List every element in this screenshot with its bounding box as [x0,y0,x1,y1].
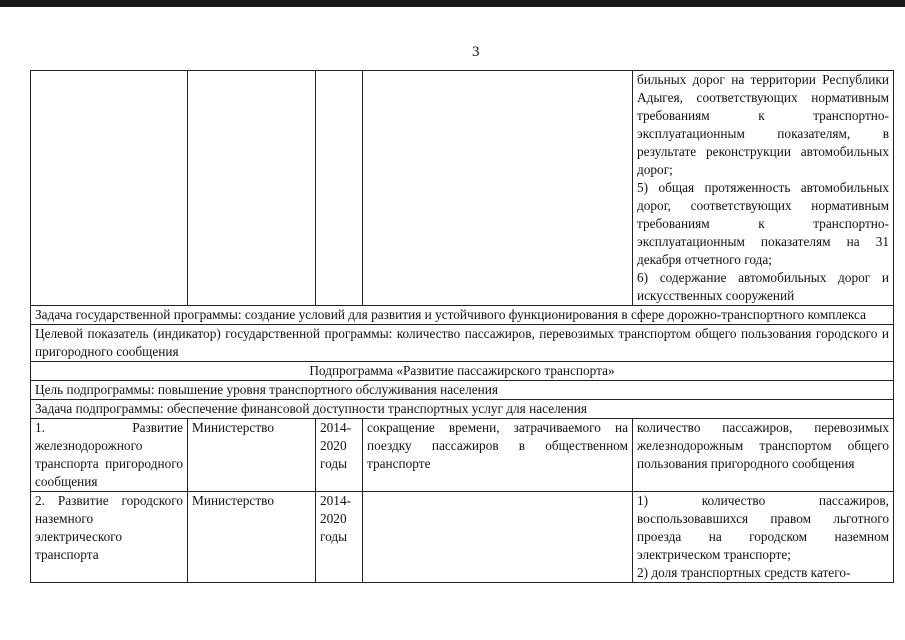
cell-empty [316,71,363,306]
program-indicator-row [31,325,894,362]
cell-paragraph: бильных дорог на территории Республики Адыгея, соответствующих нормативным требованиям к транспортно-эксплуатационным показателям, в результате реконструкции автомобильных дорог; [637,72,889,177]
cell-paragraph: 2) доля транспортных средств катего- [637,565,851,580]
continued-row [31,71,894,306]
table-row [31,492,894,583]
subprogram-task: Задача подпрограммы: обеспечение финансовой доступности транспортных услуг для населения [31,400,894,419]
scan-top-edge [0,0,905,7]
measure-result [363,492,633,583]
measure-indicators-text [637,492,889,582]
measure-period: 2014-2020 годы [316,419,363,492]
subprogram-task-row [31,400,894,419]
measure-indicators: количество пассажиров, перевозимых железнодорожным транспортом общего пользования пригородного сообщения [633,419,894,492]
cell-empty [188,71,316,306]
subprogram-title: Подпрограмма «Развитие пассажирского транспорта» [31,362,894,381]
page-number: 3 [472,44,480,60]
program-indicator: Целевой показатель (индикатор) государственной программы: количество пассажиров, перевозимых транспортом общего пользования городского и пригородного сообщения [31,325,894,362]
measure-name: 1. Развитие железнодорожного транспорта пригородного сообщения [31,419,188,492]
continued-indicators-text [637,71,889,305]
measure-executor: Министерство [188,419,316,492]
cell-empty [363,71,633,306]
measure-executor: Министерство [188,492,316,583]
program-task: Задача государственной программы: создание условий для развития и устойчивого функционирования в сфере дорожно-транспортного комплекса [31,306,894,325]
measure-period: 2014-2020 годы [316,492,363,583]
cell-paragraph: 1) количество пассажиров, воспользовавшихся правом льготного проезда на городском наземном электрическом транспорте; [637,493,889,562]
program-table [30,70,894,583]
measure-indicators [633,492,894,583]
measure-result: сокращение времени, затрачиваемого на поездку пассажиров в общественном транспорте [363,419,633,492]
continued-indicators [633,71,894,306]
cell-empty [31,71,188,306]
subprogram-goal-row [31,381,894,400]
table-row [31,419,894,492]
subprogram-title-row [31,362,894,381]
program-task-row [31,306,894,325]
cell-paragraph: 5) общая протяженность автомобильных дорог, соответствующих нормативным требованиям к транспортно-эксплуатационным показателям на 31 декабря отчетного года; [637,180,889,267]
subprogram-goal: Цель подпрограммы: повышение уровня транспортного обслуживания населения [31,381,894,400]
cell-paragraph: 6) содержание автомобильных дорог и искусственных сооружений [637,270,889,303]
measure-name: 2. Развитие городского наземного электрического транспорта [31,492,188,583]
